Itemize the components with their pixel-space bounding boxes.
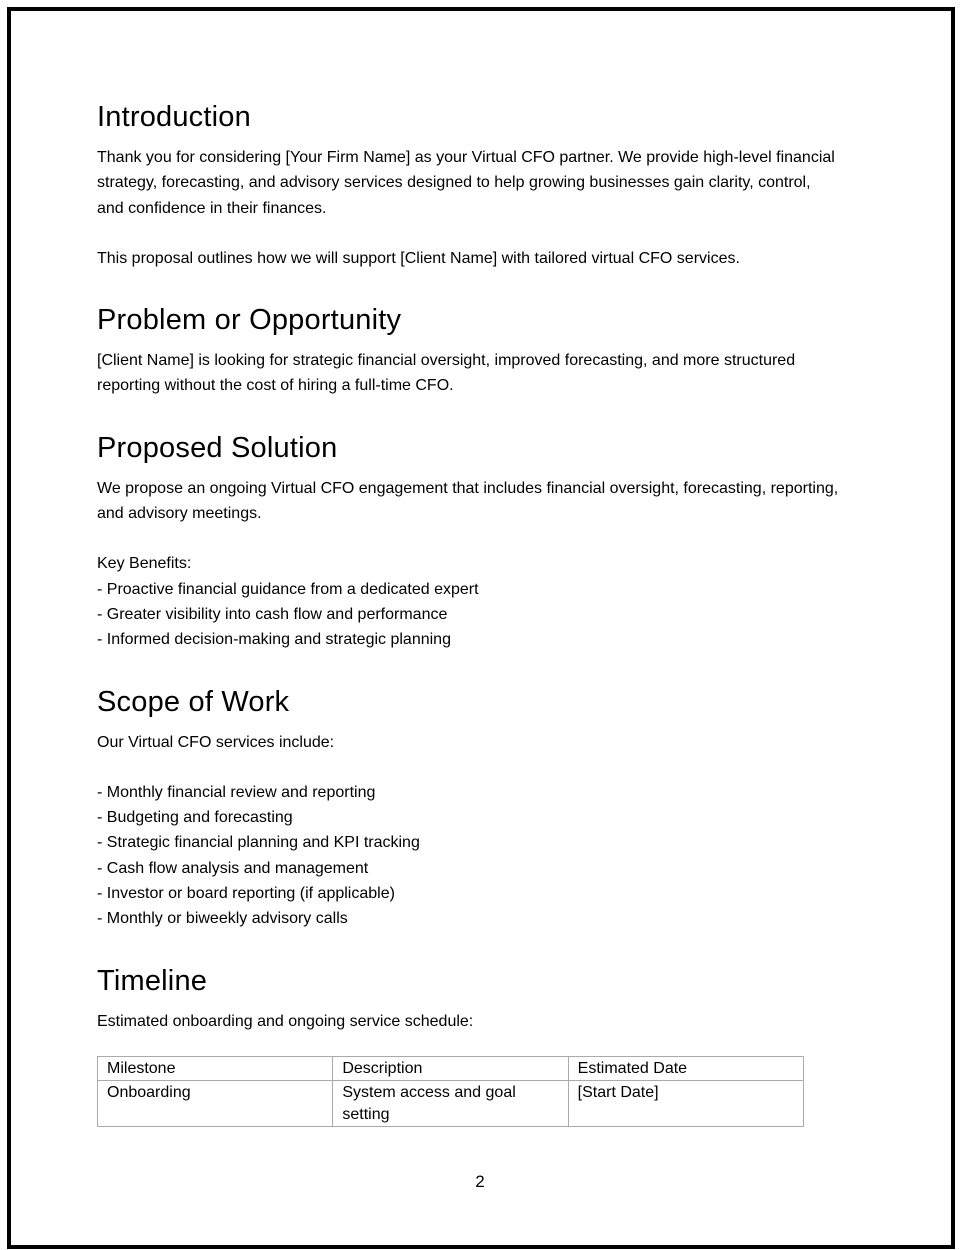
introduction-section bbox=[97, 96, 867, 271]
cell-estimated-date: [Start Date] bbox=[568, 1080, 803, 1126]
list-item: - Cash flow analysis and management bbox=[97, 859, 369, 877]
problem-paragraph bbox=[97, 348, 867, 399]
column-header-milestone: Milestone bbox=[98, 1056, 333, 1080]
solution-section bbox=[97, 427, 867, 653]
table-row bbox=[98, 1080, 804, 1126]
timeline-table bbox=[97, 1056, 804, 1127]
text-line: and advisory meetings. bbox=[97, 505, 262, 523]
list-item: - Budgeting and forecasting bbox=[97, 809, 293, 827]
introduction-paragraph-2: This proposal outlines how we will support [Client Name] with tailored virtual CFO services. bbox=[97, 249, 740, 267]
cell-text-line: System access and goal bbox=[342, 1083, 516, 1101]
benefits-label: Key Benefits: bbox=[97, 555, 192, 573]
timeline-section bbox=[97, 960, 867, 1127]
introduction-heading: Introduction bbox=[97, 101, 251, 133]
text-line: reporting without the cost of hiring a full-time CFO. bbox=[97, 377, 454, 395]
text-line: strategy, forecasting, and advisory services designed to help growing businesses gain clarity, control, bbox=[97, 174, 811, 192]
timeline-heading: Timeline bbox=[97, 964, 208, 997]
text-line: We propose an ongoing Virtual CFO engagement that includes financial oversight, forecasting, reporting, bbox=[97, 479, 839, 497]
list-item: - Investor or board reporting (if applicable) bbox=[97, 885, 395, 903]
document-content bbox=[97, 96, 867, 1127]
problem-heading: Problem or Opportunity bbox=[97, 304, 402, 337]
list-item: - Informed decision-making and strategic planning bbox=[97, 631, 451, 649]
scope-heading: Scope of Work bbox=[97, 685, 290, 718]
column-header-estimated-date: Estimated Date bbox=[568, 1056, 803, 1080]
text-line: Thank you for considering [Your Firm Name] as your Virtual CFO partner. We provide high-level financial bbox=[97, 149, 835, 166]
column-header-description: Description bbox=[333, 1056, 568, 1080]
list-item: - Strategic financial planning and KPI tracking bbox=[97, 834, 420, 852]
cell-milestone: Onboarding bbox=[98, 1080, 333, 1126]
scope-intro: Our Virtual CFO services include: bbox=[97, 733, 335, 751]
table-header-row bbox=[98, 1056, 804, 1080]
introduction-paragraph-1 bbox=[97, 145, 867, 221]
page-number: 2 bbox=[475, 1172, 485, 1191]
timeline-intro: Estimated onboarding and ongoing service schedule: bbox=[97, 1012, 474, 1030]
list-item: - Greater visibility into cash flow and performance bbox=[97, 605, 448, 623]
list-item: - Monthly or biweekly advisory calls bbox=[97, 910, 348, 928]
list-item: - Monthly financial review and reporting bbox=[97, 783, 376, 801]
cell-description bbox=[333, 1080, 568, 1126]
problem-section bbox=[97, 299, 867, 399]
text-line: and confidence in their finances. bbox=[97, 199, 327, 217]
benefits-list bbox=[97, 577, 867, 653]
scope-list bbox=[97, 780, 867, 932]
list-item: - Proactive financial guidance from a dedicated expert bbox=[97, 580, 479, 598]
scope-section bbox=[97, 681, 867, 932]
solution-paragraph bbox=[97, 476, 867, 527]
text-line: [Client Name] is looking for strategic financial oversight, improved forecasting, and more structured bbox=[97, 352, 796, 370]
cell-text-line: setting bbox=[342, 1105, 390, 1123]
solution-heading: Proposed Solution bbox=[97, 431, 338, 464]
